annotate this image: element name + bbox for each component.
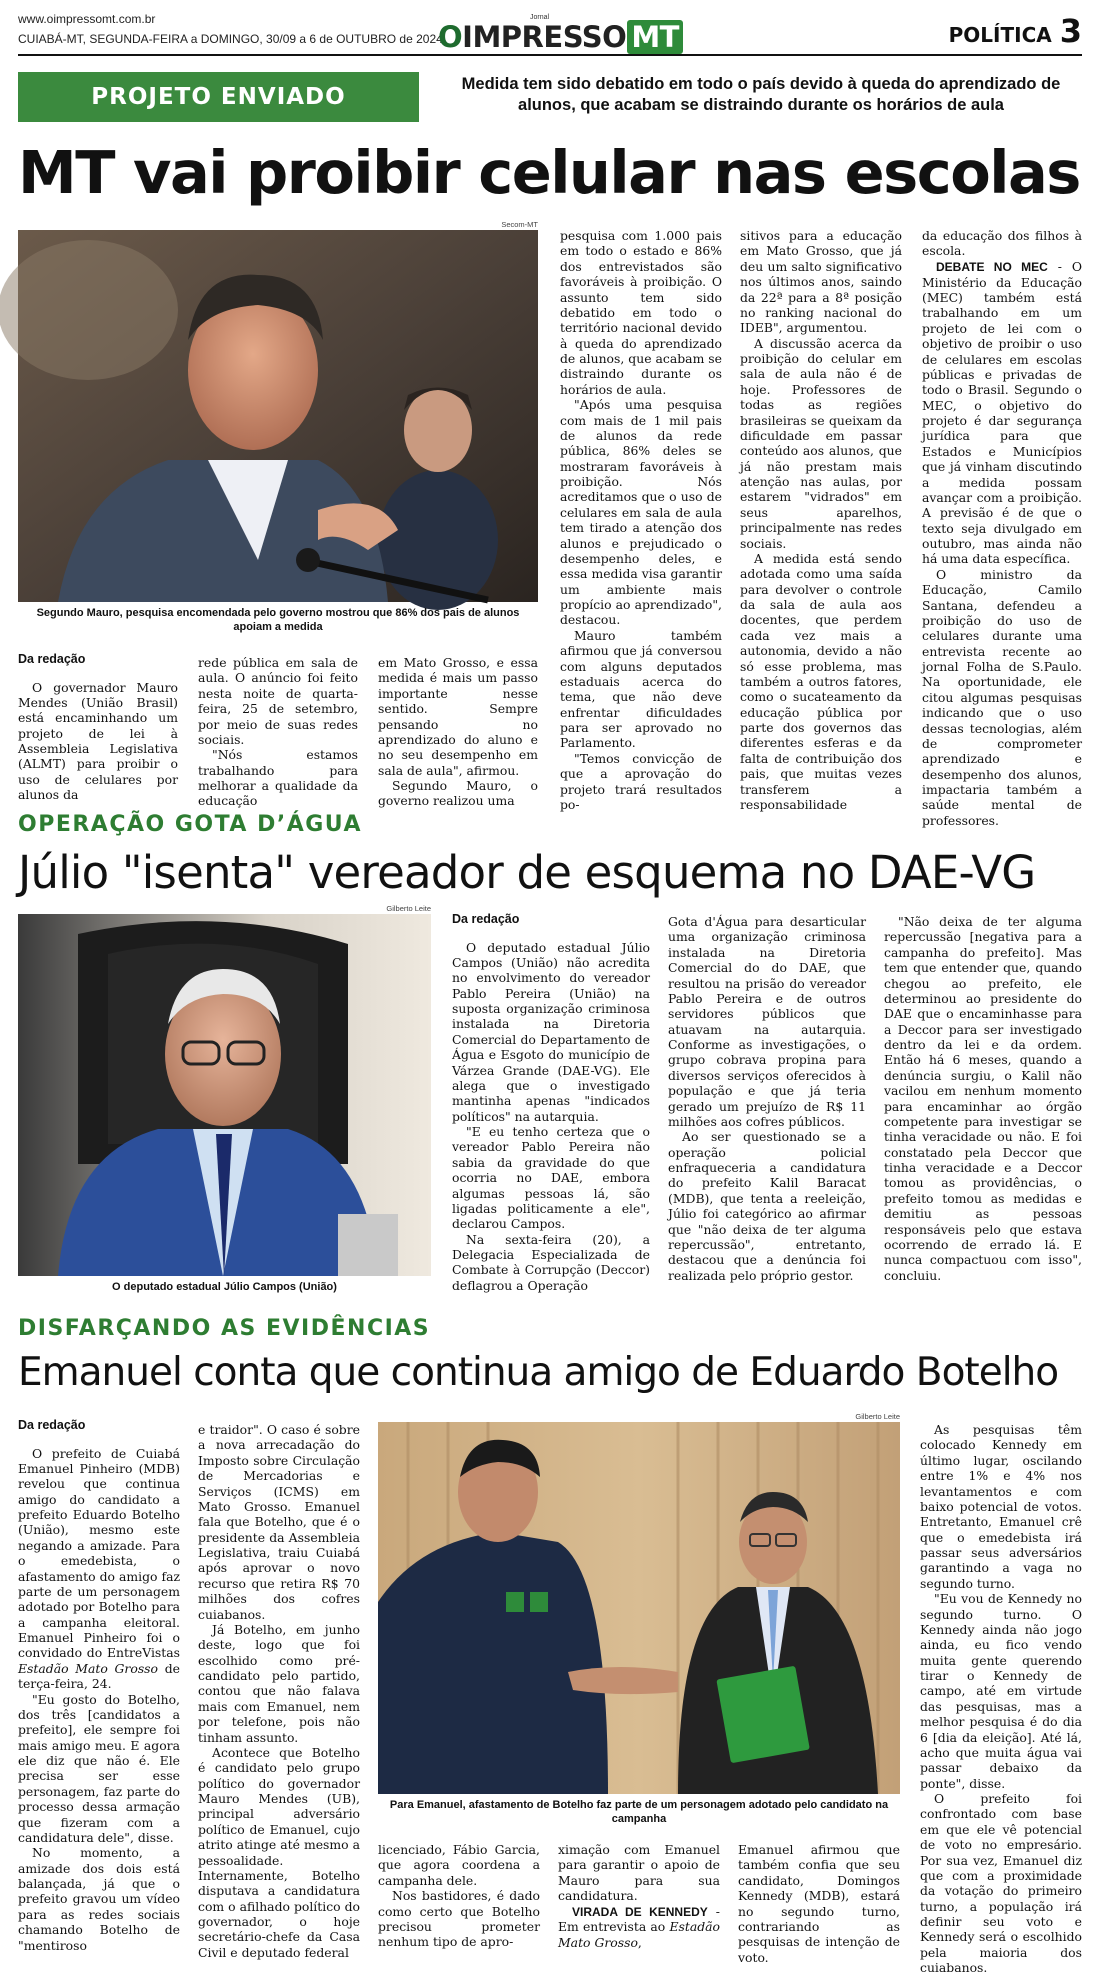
paragraph-text: - Em entrevista ao xyxy=(558,1903,720,1935)
paragraph: rede pública em sala de aula. O anúncio foi feito nesta noite de quarta-feira, 25 de setembro, por meio de suas redes sociais. xyxy=(198,655,358,747)
article1-byline: Da redação xyxy=(18,652,86,666)
publication-name: Estadão Mato Grosso xyxy=(558,1919,720,1950)
paragraph: A discussão acerca da proibição do celular em sala de aula não é de hoje. Professores de todas as regiões brasileiras se queixam da dificuldade em passar conteúdo aos alunos, que já não prestam mais atenção nas aulas, por estarem "vidrados" em seus aparelhos, principalmente nas redes sociais. xyxy=(740,335,902,551)
paragraph: Já Botelho, em junho deste, logo que foi escolhido como pré-candidato pelo partido, contou que não falava mais com Emanuel, nem por telefone, pois não tinham assunto. xyxy=(198,1621,360,1745)
article3-column-3 xyxy=(378,1842,540,1963)
section-name: POLÍTICA xyxy=(948,23,1052,47)
paragraph-text: - O Ministério da Educação (MEC) também está trabalhando em um projeto de lei com o objetivo de proibir o uso de celulares em escolas públicas e privadas de todo o Brasil. Segundo o MEC, o objetivo do projeto é dar segurança jurídica para que Estados e Municípios que já vinham discutindo a medida possam avançar com a proibição. A previsão é de que o texto seja divulgado em outubro, mas ainda não há uma data específica. xyxy=(922,258,1082,567)
paragraph-text: , xyxy=(637,1934,642,1950)
subhead-virada-de-kennedy: VIRADA DE KENNEDY xyxy=(572,1904,708,1919)
article1-column-1 xyxy=(18,652,178,803)
paragraph-text: O prefeito de Cuiabá Emanuel Pinheiro (MDB) revelou que continua amigo do candidato a prefeito Eduardo Botelho (União), mesmo este negando a amizade. Para o emedebista, o afastamento do amigo faz parte de um personagem adotado por Botelho para a campanha eleitoral. Emanuel Pinheiro foi o convidado do EntreVistas xyxy=(18,1445,180,1661)
paragraph: Nos bastidores, é dado como certo que Botelho precisou prometer nenhum tipo de apro- xyxy=(378,1888,540,1950)
paragraph: O governador Mauro Mendes (União Brasil) está encaminhando um projeto de lei à Assembleia Legislativa (ALMT) para proibir o uso de celulares por alunos da xyxy=(18,679,178,803)
article3-photo xyxy=(378,1422,900,1794)
site-url[interactable]: www.oimpressomt.com.br xyxy=(18,12,156,26)
article1-photo-credit: Secom-MT xyxy=(501,220,538,229)
subhead-debate-no-mec: DEBATE NO MEC xyxy=(936,259,1048,274)
article2-byline: Da redação xyxy=(452,912,520,926)
paragraph: O deputado estadual Júlio Campos (União) não acredita no envolvimento do vereador Pablo Pereira (União) na suposta organização criminosa instalada na Diretoria Comercial do Departamento de Água e Esgoto do município de Várzea Grande (DAE-VG). Ele alega que o investigado mantinha apenas "indicados políticos" na autarquia. xyxy=(452,939,650,1124)
article2-photo xyxy=(18,914,431,1276)
paragraph: Gota d'Água para desarticular uma organização criminosa instalada na Diretoria Comercial do do DAE, que resultou na prisão do vereador Pablo Pereira e de outros servidores públicos que atuavam na autarquia. Conforme as investigações, o grupo cobrava propina para diversos serviços oferecidos à população e que já teria gerado um prejuízo de R$ 11 milhões aos cofres públicos. xyxy=(668,914,866,1129)
article2-photo-credit: Gilberto Leite xyxy=(386,904,431,913)
paragraph: Mauro também afirmou que já conversou com alguns deputados estaduais acerca do tema, que não deve enfrentar dificuldades para ser aprovado no Parlamento. xyxy=(560,627,722,751)
paragraph: da educação dos filhos à escola. xyxy=(922,228,1082,259)
article2-column-1 xyxy=(452,912,650,1296)
article1-photo xyxy=(18,230,538,602)
article3-column-4 xyxy=(558,1842,720,1963)
page-number: 3 xyxy=(1059,12,1082,50)
paragraph: "Não deixa de ter alguma repercussão [negativa para a campanha do prefeito]. Mas tem que entender que, quando chegou ao prefeito, ele determinou ao presidente do DAE que o encaminhasse para a Deccor para ser investigado dentro da lei e da ordem. Então há 6 meses, quando a denúncia surgiu, o Kalil não vacilou em nenhum momento para encaminhar ao órgão competente para investigar se tinha veracidade ou não. E foi constatado pela Deccor que tinha veracidade e a Deccor tomou as providências, o prefeito tomou as medidas e demitiu as pessoas responsáveis pelo que estava ocorrendo de errado lá. E nunca compactuou com isso", concluiu. xyxy=(884,914,1082,1283)
paragraph: Ao ser questionado se a operação policial enfraqueceria a candidatura do prefeito Kalil Baracat (MDB), que tenta a reeleição, Júlio foi categórico ao afirmar que "não deixa de ter alguma repercussão", entretanto, destacou que a denúncia foi realizada pelo próprio gestor. xyxy=(668,1129,866,1283)
paragraph: em Mato Grosso, e essa medida é mais um passo importante nesse sentido. Sempre pensando no aprendizado do aluno e no seu desempenho em sala de aula", afirmou. xyxy=(378,655,538,778)
deputy-photo-illustration xyxy=(18,914,431,1276)
article3-column-6 xyxy=(920,1422,1082,1976)
logo-o: O xyxy=(438,20,463,54)
paragraph: "Após uma pesquisa com mais de 1 mil pais de alunos da rede pública, 86% deles se mostraram favoráveis à proibição. Nós acreditamos que o uso de celulares em sala de aula tem tirado a atenção dos alunos e prejudicado o desempenho deles, e essa medida visa garantir um ambiente mais propício ao aprendizado", destacou. xyxy=(560,397,722,628)
paragraph: licenciado, Fábio Garcia, que agora coordena a campanha dele. xyxy=(378,1842,540,1888)
article1-kicker: PROJETO ENVIADO xyxy=(18,72,419,122)
article3-column-5 xyxy=(738,1842,900,1963)
paragraph: "Temos convicção de que a aprovação do projeto trará resultados po- xyxy=(560,750,722,812)
article3-kicker: DISFARÇANDO AS EVIDÊNCIAS xyxy=(18,1316,431,1341)
paragraph: "Eu vou de Kennedy no segundo turno. O Kennedy ainda não jogo ainda, eu fico vendo muita gente querendo tirar o Kennedy de campo, até em virtude das pesquisas, mas a melhor pesquisa é do dia 6 [dia da eleição]. Até lá, acho que muita água vai passar debaixo da ponte", disse. xyxy=(920,1591,1082,1791)
publication-name: Estadão Mato Grosso xyxy=(18,1660,158,1676)
article1-column-6 xyxy=(922,228,1082,828)
article2-kicker: OPERAÇÃO GOTA D’ÁGUA xyxy=(18,812,363,837)
article1-column-4 xyxy=(560,228,722,812)
logo-impresso: IMPRESSO xyxy=(462,20,627,54)
article3-headline: Emanuel conta que continua amigo de Eduardo Botelho xyxy=(18,1350,1059,1395)
article1-column-2 xyxy=(198,655,358,809)
governor-photo-illustration xyxy=(18,230,538,602)
article3-column-1 xyxy=(18,1418,180,1963)
paragraph: sitivos para a educação em Mato Grosso, que já deu um salto significativo nos últimos anos, saindo da 22ª para a 8ª posição no ranking nacional do IDEB", argumentou. xyxy=(740,228,902,336)
logo-wordmark xyxy=(438,20,683,54)
header-rule xyxy=(18,54,1082,56)
paragraph: Segundo Mauro, o governo realizou uma xyxy=(378,778,538,809)
logo-jornal-label: Jornal xyxy=(530,14,550,21)
article3-column-2 xyxy=(198,1422,360,1963)
article1-deck: Medida tem sido debatido em todo o país devido à queda do aprendizado de alunos, que acabam se distraindo durante os horários de aula xyxy=(461,75,1061,114)
article1-headline: MT vai proibir celular nas escolas xyxy=(18,138,1080,207)
paragraph: A medida está sendo adotada como uma saída para devolver o controle da sala de aula aos docentes, que perdem cada vez mais a autonomia, devido a não só esse problema, mas também a outros fatores, como o sucateamento da educação pública por parte dos governos das diferentes esferas e da falta de contribuição dos pais, que muitas vezes transferem a responsabilidade xyxy=(740,550,902,812)
paragraph: Na sexta-feira (20), a Delegacia Especializada de Combate à Corrupção (Deccor) deflagrou a Operação xyxy=(452,1231,650,1293)
article1-column-5 xyxy=(740,228,902,812)
article1-column-3 xyxy=(378,655,538,809)
article2-headline: Júlio "isenta" vereador de esquema no DAE-VG xyxy=(18,846,1036,899)
dateline: CUIABÁ-MT, SEGUNDA-FEIRA a DOMINGO, 30/09 a 6 de OUTUBRO de 2024 xyxy=(18,32,443,46)
paragraph: pesquisa com 1.000 pais em todo o estado e 86% dos entrevistados são favoráveis à proibição. O assunto tem sido debatido em todo o território nacional devido à queda do aprendizado de alunos, que acabam se distraindo durante os horários de aula. xyxy=(560,228,722,397)
paragraph: "Nós estamos trabalhando para melhorar a qualidade da educação xyxy=(198,747,358,809)
paragraph: e traidor". O caso é sobre a nova arrecadação do Imposto sobre Circulação de Mercadorias e Serviços (ICMS) em Mato Grosso. Emanuel fala que Botelho, que é o presidente da Assembleia Legislativa, traiu Cuiabá após aprovar o novo recurso que retira R$ 70 milhões dos cofres cuiabanos. xyxy=(198,1422,360,1622)
paragraph: "E eu tenho certeza que o vereador Pablo Pereira não sabia da gravidade do que ocorria no DAE, embora algumas pessoas lá, são ligadas politicamente a ele", declarou Campos. xyxy=(452,1124,650,1232)
logo-mt: MT xyxy=(627,20,683,54)
handshake-photo-illustration xyxy=(378,1422,900,1794)
article1-caption: Segundo Mauro, pesquisa encomendada pelo governo mostrou que 86% dos pais de alunos apoiam a medida xyxy=(36,607,520,634)
paragraph-text: de terça-feira, 24. xyxy=(18,1660,180,1692)
article2-column-3 xyxy=(884,914,1082,1296)
article2-caption: O deputado estadual Júlio Campos (União) xyxy=(112,1281,337,1293)
section-header xyxy=(949,12,1082,50)
paragraph: Emanuel afirmou que também confia que seu candidato, Domingos Kennedy (MDB), estará no segundo turno, contrariando as pesquisas de intenção de voto. xyxy=(738,1842,900,1965)
masthead-logo[interactable] xyxy=(438,14,679,54)
article2-column-2 xyxy=(668,914,866,1296)
article3-caption: Para Emanuel, afastamento de Botelho faz parte de um personagem adotado pelo candidato na campanha xyxy=(389,1799,889,1826)
paragraph: As pesquisas têm colocado Kennedy em último lugar, oscilando entre 1% e 4% nos levantamentos e com baixo potencial de votos. Entretanto, Emanuel crê que o emedebista irá passar seus adversários garantindo a vaga no segundo turno. xyxy=(920,1422,1082,1591)
paragraph: No momento, a amizade dos dois está balançada, já que o prefeito gravou um vídeo para as redes sociais chamando Botelho de "mentiroso xyxy=(18,1845,180,1953)
paragraph: O prefeito foi confrontado com base em que ele vê potencial de voto no empresário. Por sua vez, Emanuel diz que com a proximidade da votação do primeiro turno, a população irá definir seu voto e Kennedy será o escolhido pela maioria dos cuiabanos. xyxy=(920,1791,1082,1976)
paragraph: O ministro da Educação, Camilo Santana, defendeu a proibição do uso de celulares durante uma entrevista recente ao jornal Folha de S.Paulo. Na oportunidade, ele citou algumas pesquisas indicando que o uso dessas tecnologias, além de comprometer aprendizado e desempenho dos alunos, impactaria também a saúde mental de professores. xyxy=(922,566,1082,828)
paragraph: Acontece que Botelho é candidato pelo grupo político do governador Mauro Mendes (UB), principal adversário político de Emanuel, cujo atrito atinge até mesmo a pessoalidade. Internamente, Botelho disputava a candidatura com o afilhado político do governador, o hoje secretário-chefe da Casa Civil e deputado federal xyxy=(198,1744,360,1960)
paragraph: ximação com Emanuel para garantir o apoio de Mauro para sua candidatura. xyxy=(558,1842,720,1904)
paragraph: "Eu gosto do Botelho, dos três [candidatos a prefeito], ele sempre foi mais amigo meu. E agora ele diz que não é. Ele precisa ser esse personagem, faz parte do processo dessa armação que fizeram com a candidatura dele", disse. xyxy=(18,1691,180,1845)
article3-photo-credit: Gilberto Leite xyxy=(855,1412,900,1421)
article3-byline: Da redação xyxy=(18,1418,86,1432)
